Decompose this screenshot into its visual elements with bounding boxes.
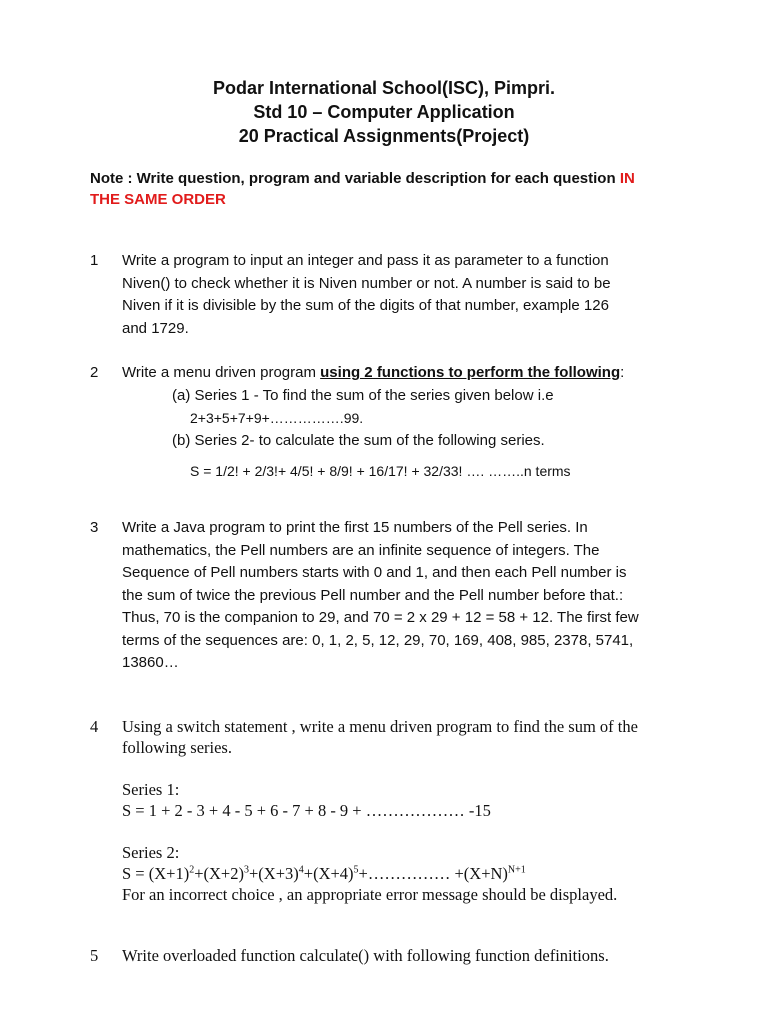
text-line: Using a switch statement , write a menu driven program to find the sum of the: [122, 717, 638, 736]
intro-underlined: using 2 functions to perform the following: [320, 364, 621, 381]
text-line: Sequence of Pell numbers starts with 0 and 1, and then each Pell number is: [122, 564, 627, 581]
formula-part: +(X+3): [248, 864, 299, 883]
text-line: following series.: [122, 738, 232, 757]
school-title: Podar International School(ISC), Pimpri.: [212, 78, 556, 98]
series-1-formula: S = 1 + 2 - 3 + 4 - 5 + 6 - 7 + 8 - 9 + ……………… -15: [122, 801, 491, 820]
note-paragraph: [90, 168, 690, 210]
exponent: 4: [298, 864, 304, 876]
question-text: [122, 362, 682, 483]
question-number: 2: [90, 364, 99, 381]
question-number: 5: [90, 946, 99, 965]
question-text: [122, 716, 682, 905]
text-line: and 1729.: [122, 319, 189, 337]
series-1-label: Series 1:: [122, 780, 180, 799]
question-number: 1: [90, 252, 99, 269]
series-2-formula: [122, 863, 682, 884]
question-text: [122, 945, 682, 966]
exponent: 3: [243, 864, 249, 876]
text-line: Niven if it is divisible by the sum of the digits of that number, example 126: [122, 297, 609, 314]
text-line: Niven() to check whether it is Niven number or not. A number is said to be: [122, 274, 611, 292]
question-text: [122, 250, 682, 340]
series-2-formula: S = 1/2! + 2/3!+ 4/5! + 8/9! + 16/17! + 32/33! …. ……..n terms: [190, 463, 571, 479]
text-line: 13860…: [122, 654, 179, 671]
document-header: [0, 76, 768, 148]
question-number: 3: [90, 519, 99, 536]
series-2-label: Series 2:: [122, 843, 180, 862]
exponent: N+1: [507, 864, 526, 876]
question-text: [122, 517, 682, 675]
text-line: Write a program to input an integer and pass it as parameter to a function: [122, 252, 609, 269]
intro-text: Write a menu driven program: [122, 364, 321, 381]
question-number: 4: [90, 717, 99, 736]
part-a: (a) Series 1 - To find the sum of the series given below i.e: [172, 386, 554, 404]
text-line: Write a Java program to print the first 15 numbers of the Pell series. In: [122, 519, 588, 536]
series-1-formula: 2+3+5+7+9+…………….99.: [190, 410, 364, 426]
text-line: terms of the sequences are: 0, 1, 2, 5, 12, 29, 70, 169, 408, 985, 2378, 5741,: [122, 631, 634, 649]
formula-part: +(X+4): [303, 864, 354, 883]
exponent: 2: [189, 864, 195, 876]
error-message-instruction: For an incorrect choice , an appropriate error message should be displayed.: [122, 885, 618, 904]
text-line: Write overloaded function calculate() with following function definitions.: [122, 946, 609, 965]
note-red-line2: THE SAME ORDER: [90, 191, 226, 208]
text-line: mathematics, the Pell numbers are an infinite sequence of integers. The: [122, 541, 600, 559]
text-line: [122, 362, 682, 385]
note-red-inline: IN: [619, 170, 635, 187]
assignment-title: 20 Practical Assignments(Project): [238, 126, 530, 146]
formula-part: S = (X+1): [122, 864, 190, 883]
note-text: Note : Write question, program and variable description for each question: [90, 170, 620, 187]
class-subject-title: Std 10 – Computer Application: [253, 102, 515, 122]
formula-part: +(X+2): [194, 864, 244, 883]
formula-part: +…………… +(X+N): [358, 864, 508, 883]
intro-end: :: [620, 364, 625, 381]
part-b: (b) Series 2- to calculate the sum of the following series.: [172, 431, 545, 449]
text-line: the sum of twice the previous Pell number and the Pell number before that.:: [122, 586, 624, 604]
text-line: Thus, 70 is the companion to 29, and 70 = 2 x 29 + 12 = 58 + 12. The first few: [122, 609, 639, 626]
exponent: 5: [353, 864, 359, 876]
